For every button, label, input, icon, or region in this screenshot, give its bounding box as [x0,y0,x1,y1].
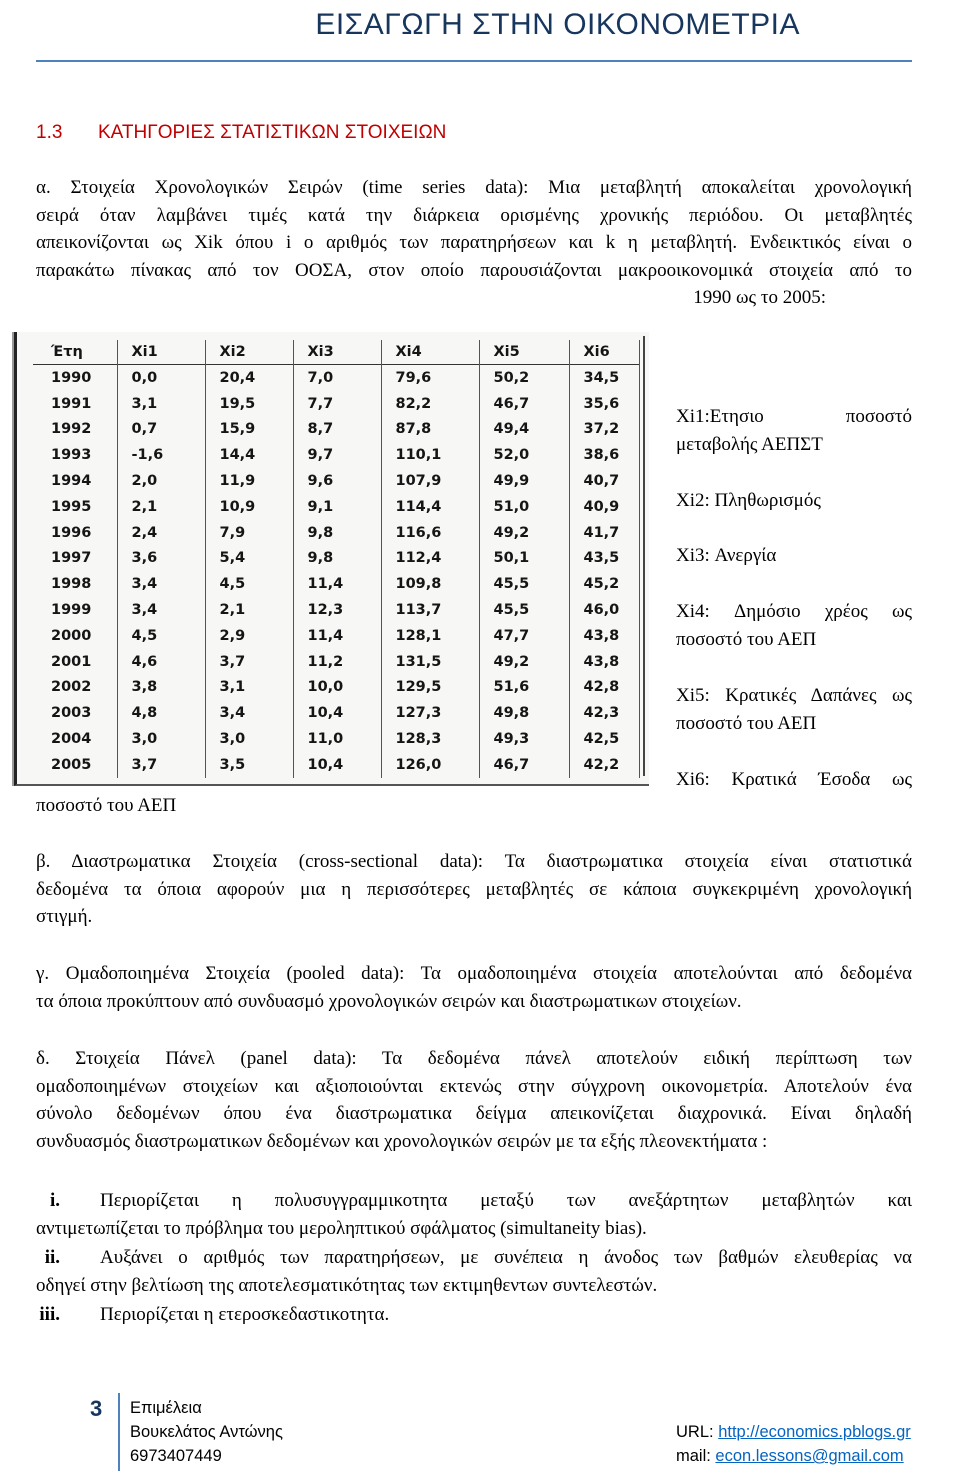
value-cell: 11,2 [293,649,381,675]
value-cell: 87,8 [381,417,479,443]
value-cell: 42,2 [569,752,639,778]
value-cell: 3,4 [117,571,205,597]
year-cell: 1993 [33,442,117,468]
value-cell: 0,7 [117,417,205,443]
value-cell: 42,5 [569,726,639,752]
value-cell: 109,8 [381,571,479,597]
value-cell: 49,9 [479,468,569,494]
value-cell: 14,4 [205,442,293,468]
value-cell: 114,4 [381,494,479,520]
value-cell: 46,7 [479,391,569,417]
value-cell: 45,5 [479,571,569,597]
section-heading [36,122,446,144]
header-rule [36,60,912,62]
value-cell: 3,8 [117,675,205,701]
column-header: Έτη [33,340,117,365]
value-cell: 3,1 [205,675,293,701]
text-line: δεδομένα τα όποια αφορούν μια η περισσότερες μεταβλητές σε κάποια συγκεκριμένη χρονολογική [36,878,912,900]
value-cell: 51,0 [479,494,569,520]
footer-url-line [676,1420,911,1444]
legend-line: Xi4: Δημόσιο χρέος ως [676,601,912,622]
year-cell: 1990 [33,365,117,391]
value-cell: 40,9 [569,494,639,520]
value-cell: 20,4 [205,365,293,391]
mail-label: mail: [676,1447,716,1465]
table-row [33,468,639,494]
legend-xi3 [676,542,912,570]
value-cell: 110,1 [381,442,479,468]
year-cell: 1991 [33,391,117,417]
value-cell: 52,0 [479,442,569,468]
value-cell: 3,4 [117,597,205,623]
table-row [33,649,639,675]
table-row [33,417,639,443]
value-cell: 3,0 [117,726,205,752]
table-row [33,546,639,572]
value-cell: 45,2 [569,571,639,597]
value-cell: 10,9 [205,494,293,520]
table-row [33,700,639,726]
value-cell: 11,4 [293,571,381,597]
value-cell: 113,7 [381,597,479,623]
value-cell: 41,7 [569,520,639,546]
paragraph-time-series [36,174,912,312]
value-cell: 47,7 [479,623,569,649]
column-header: Xi2 [205,340,293,365]
text-line: δ. Στοιχεία Πάνελ (panel data): Τα δεδομένα πάνελ αποτελούν ειδική περίπτωση των [36,1048,912,1069]
value-cell: 46,0 [569,597,639,623]
text-line: σύνολο δεδομένων όπου ένα διαστρωματικα δείγμα απεικονίζεται διαχρονικά. Είναι δηλαδή [36,1103,912,1124]
value-cell: 82,2 [381,391,479,417]
value-cell: 49,2 [479,520,569,546]
value-cell: 9,6 [293,468,381,494]
section-number: 1.3 [36,122,63,143]
value-cell: 10,4 [293,752,381,778]
table-row [33,597,639,623]
value-cell: 126,0 [381,752,479,778]
list-marker: ii. [44,1247,60,1268]
column-header: Xi1 [117,340,205,365]
value-cell: 128,1 [381,623,479,649]
value-cell: 9,7 [293,442,381,468]
value-cell: 3,5 [205,752,293,778]
value-cell: 4,6 [117,649,205,675]
legend-line: μεταβολής ΑΕΠΣΤ [676,433,823,455]
legend-line: ποσοστό του ΑΕΠ [676,712,817,734]
table-row [33,494,639,520]
value-cell: 3,4 [205,700,293,726]
value-cell: 3,0 [205,726,293,752]
value-cell: 2,1 [205,597,293,623]
list-item [36,1244,912,1299]
value-cell: 128,3 [381,726,479,752]
text-line: α. Στοιχεία Χρονολογικών Σειρών (time series data): Μια μεταβλητή αποκαλείται χρονολογική [36,177,912,198]
value-cell: 7,0 [293,365,381,391]
value-cell: 3,7 [205,649,293,675]
list-item [36,1301,912,1329]
year-cell: 2003 [33,700,117,726]
value-cell: 50,2 [479,365,569,391]
text-line: παρακάτω πίνακας από τον ΟΟΣΑ, στον οποίο παρουσιάζονται μακροοικονομικά στοιχεία από το [36,259,912,281]
value-cell: 50,1 [479,546,569,572]
list-marker: iii. [39,1304,60,1325]
value-cell: 9,1 [293,494,381,520]
paragraph-pooled [36,960,912,1015]
list-item [36,1187,912,1242]
year-cell: 1998 [33,571,117,597]
editor-phone: 6973407449 [130,1447,222,1465]
table-header-row [33,340,639,365]
page-number: 3 [90,1396,103,1421]
value-cell: 46,7 [479,752,569,778]
footer-rule [118,1393,120,1471]
text-line: Περιορίζεται η πολυσυγγραμμικοτητα μεταξύ των ανεξάρτητων μεταβλητών και [100,1190,912,1211]
legend-line: Xi2: Πληθωρισμός [676,490,821,511]
value-cell: 10,4 [293,700,381,726]
value-cell: 49,2 [479,649,569,675]
value-cell: 7,9 [205,520,293,546]
value-cell: 9,8 [293,520,381,546]
table-row [33,391,639,417]
value-cell: 43,8 [569,623,639,649]
column-header: Xi5 [479,340,569,365]
website-link[interactable]: http://economics.pblogs.gr [718,1423,911,1441]
value-cell: 0,0 [117,365,205,391]
value-cell: 11,9 [205,468,293,494]
text-line: Αυξάνει ο αριθμός των παρατηρήσεων, με συνέπεια η άνοδος των βαθμών ελευθερίας να [100,1247,912,1268]
value-cell: 43,8 [569,649,639,675]
value-cell: 45,5 [479,597,569,623]
legend-xi1 [676,403,912,458]
text-line: β. Διαστρωματικα Στοιχεία (cross-sectional data): Τα διαστρωματικα στοιχεία είναι στατιστικά [36,851,912,872]
value-cell: 51,6 [479,675,569,701]
value-cell: 2,1 [117,494,205,520]
value-cell: 11,4 [293,623,381,649]
value-cell: 3,7 [117,752,205,778]
value-cell: 112,4 [381,546,479,572]
table-row [33,726,639,752]
legend-xi6 [676,766,912,794]
value-cell: 49,8 [479,700,569,726]
text-line: οδηγεί στην βελτίωση της αποτελεσματικότητας των εκτιμηθεντων συντελεστών. [36,1274,658,1296]
year-cell: 1995 [33,494,117,520]
text-line: στιγμή. [36,906,93,927]
value-cell: 15,9 [205,417,293,443]
value-cell: 42,3 [569,700,639,726]
year-cell: 1994 [33,468,117,494]
email-link[interactable]: econ.lessons@gmail.com [715,1447,904,1465]
scan-edge [643,336,645,776]
value-cell: 107,9 [381,468,479,494]
year-cell: 1996 [33,520,117,546]
text-line: ομαδοποιημένων στοιχείων και αξιοποιούνται εκτενώς στην σύγχρονη οικονομετρία. Αποτελούν ένα [36,1075,912,1097]
table-row [33,675,639,701]
value-cell: 35,6 [569,391,639,417]
value-cell: 7,7 [293,391,381,417]
oecd-data-table [33,340,640,778]
legend-xi6-continuation: ποσοστό του ΑΕΠ [36,795,177,816]
value-cell: 11,0 [293,726,381,752]
url-label: URL: [676,1423,719,1441]
value-cell: 131,5 [381,649,479,675]
legend-line: Xi5: Κρατικές Δαπάνες ως [676,685,912,706]
value-cell: 127,3 [381,700,479,726]
value-cell: 10,0 [293,675,381,701]
value-cell: 43,5 [569,546,639,572]
text-line: Περιορίζεται η ετεροσκεδαστικοτητα. [100,1304,390,1325]
value-cell: 79,6 [381,365,479,391]
value-cell: 116,6 [381,520,479,546]
text-line: συνδυασμός διαστρωματικων δεδομένων και χρονολογικών σειρών με τα εξής πλεονεκτήματα : [36,1130,768,1152]
text-line: τα όποια προκύπτουν από συνδυασμό χρονολογικών σειρών και διαστρωματικων στοιχείων. [36,990,742,1012]
text-line: αντιμετωπίζεται το πρόβλημα του μεροληπτικού σφάλματος (simultaneity bias). [36,1217,647,1239]
year-cell: 2000 [33,623,117,649]
legend-line: Xi6: Κρατικά Έσοδα ως [676,769,912,790]
text-line: 1990 ως το 2005: [693,287,826,308]
footer-contacts [676,1420,911,1468]
table-row [33,623,639,649]
value-cell: -1,6 [117,442,205,468]
year-cell: 2002 [33,675,117,701]
year-cell: 2005 [33,752,117,778]
value-cell: 2,4 [117,520,205,546]
paragraph-panel [36,1045,912,1155]
text-line: γ. Ομαδοποιημένα Στοιχεία (pooled data): Τα ομαδοποιημένα στοιχεία αποτελούνται από δεδομένα [36,963,912,984]
table-row [33,752,639,778]
value-cell: 49,4 [479,417,569,443]
value-cell: 38,6 [569,442,639,468]
value-cell: 3,1 [117,391,205,417]
oecd-data-table-image [14,332,649,786]
value-cell: 37,2 [569,417,639,443]
year-cell: 2001 [33,649,117,675]
table-row [33,520,639,546]
value-cell: 129,5 [381,675,479,701]
value-cell: 49,3 [479,726,569,752]
column-header: Xi4 [381,340,479,365]
table-row [33,442,639,468]
year-cell: 1999 [33,597,117,623]
value-cell: 5,4 [205,546,293,572]
value-cell: 42,8 [569,675,639,701]
section-title: ΚΑΤΗΓΟΡΙΕΣ ΣΤΑΤΙΣΤΙΚΩΝ ΣΤΟΙΧΕΙΩΝ [98,122,447,143]
value-cell: 40,7 [569,468,639,494]
text-line: σειρά όταν λαμβάνει τιμές κατά την διάρκεια ορισμένης χρονικής περιόδου. Οι μεταβλητές [36,204,912,226]
value-cell: 3,6 [117,546,205,572]
value-cell: 4,5 [117,623,205,649]
table-row [33,365,639,391]
legend-line: Xi1:Ετησιο ποσοστό [676,406,912,427]
legend-line: Xi3: Ανεργία [676,545,777,566]
text-line: απεικονίζονται ως Xik όπου i ο αριθμός των παρατηρήσεων και k η μεταβλητή. Ενδεικτικός είναι ο [36,232,912,253]
legend-xi4 [676,598,912,653]
paragraph-cross-sectional [36,848,912,931]
column-header: Xi6 [569,340,639,365]
list-marker: i. [49,1190,60,1211]
legend-xi2 [676,487,912,515]
footer-mail-line [676,1444,911,1468]
table-row [33,571,639,597]
value-cell: 4,8 [117,700,205,726]
year-cell: 1992 [33,417,117,443]
value-cell: 12,3 [293,597,381,623]
column-header: Xi3 [293,340,381,365]
value-cell: 19,5 [205,391,293,417]
value-cell: 8,7 [293,417,381,443]
value-cell: 34,5 [569,365,639,391]
value-cell: 4,5 [205,571,293,597]
year-cell: 1997 [33,546,117,572]
editor-label: Επιμέλεια [130,1399,202,1417]
header-title: ΕΙΣΑΓΩΓΗ ΣΤΗΝ ΟΙΚΟΝΟΜΕΤΡΙΑ [315,8,800,41]
value-cell: 2,0 [117,468,205,494]
legend-xi5 [676,682,912,737]
legend-line: ποσοστό του ΑΕΠ [676,628,817,650]
value-cell: 2,9 [205,623,293,649]
editor-name: Βουκελάτος Αντώνης [130,1423,283,1441]
value-cell: 9,8 [293,546,381,572]
year-cell: 2004 [33,726,117,752]
footer-editor [130,1396,283,1468]
